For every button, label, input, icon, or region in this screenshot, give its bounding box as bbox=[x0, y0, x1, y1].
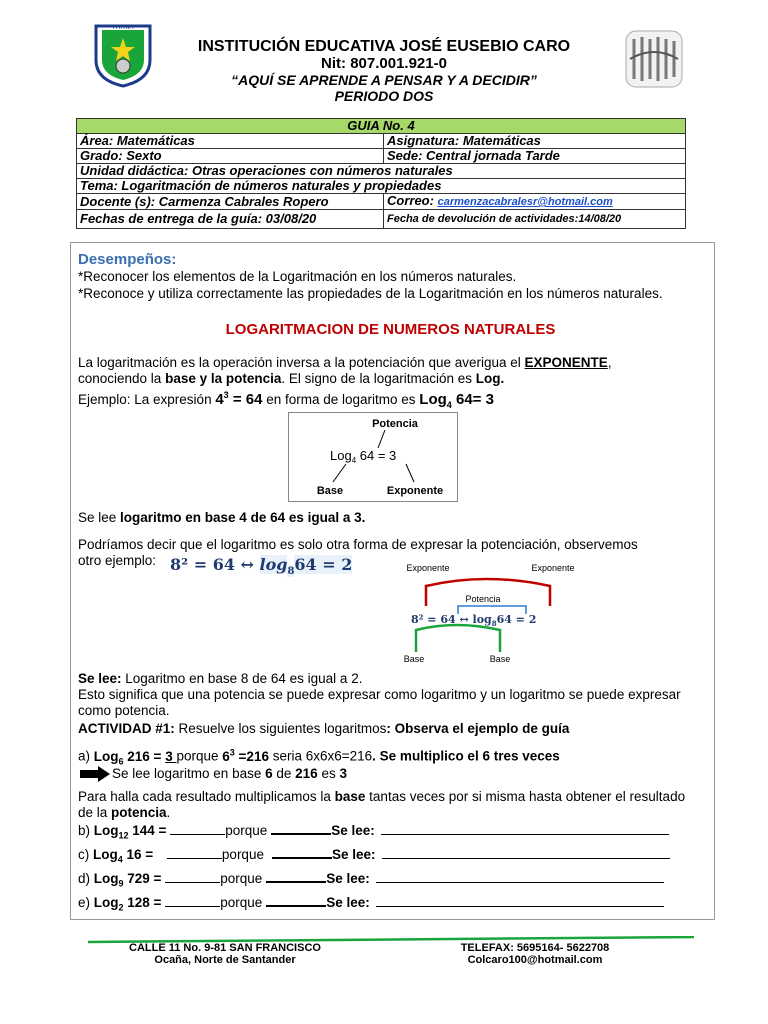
area: Área: Matemáticas bbox=[77, 134, 384, 149]
p4-text-1: Para halla cada resultado multiplicamos la bbox=[78, 789, 335, 804]
def-text-1: La logaritmación es la operación inversa a la potenciación que averigua el bbox=[78, 355, 525, 370]
exercise-num: 16 = bbox=[122, 847, 157, 862]
def-comma: , bbox=[607, 355, 612, 370]
exercise-label: e) bbox=[78, 895, 94, 910]
site: Sede: Central jornada Tarde bbox=[384, 149, 686, 164]
arrow-reading-text: Se lee logaritmo en base bbox=[112, 766, 266, 781]
desempenos-title: Desempeños: bbox=[78, 251, 177, 268]
reading-2 bbox=[78, 671, 703, 687]
desempeno-1: *Reconocer los elementos de la Logaritmación en los números naturales. bbox=[78, 269, 517, 284]
example-a-log: Log bbox=[93, 748, 119, 764]
def-base-potencia: base y la potencia bbox=[165, 371, 282, 386]
selee-label: Se lee: bbox=[326, 871, 370, 886]
reading-blank[interactable] bbox=[376, 894, 664, 907]
inline-equation bbox=[170, 555, 352, 577]
porque-label: porque bbox=[225, 823, 268, 838]
example-a-porque: porque bbox=[176, 748, 223, 764]
diagram2-eq-sub: 8 bbox=[491, 619, 497, 628]
footer-email: Colcaro100@hotmail.com bbox=[467, 954, 603, 966]
diagram2-green-arc bbox=[416, 625, 500, 652]
example-log-rest: 64= 3 bbox=[451, 391, 494, 408]
exercise-base: 4 bbox=[117, 854, 123, 865]
email-label: Correo: bbox=[387, 193, 434, 208]
exercise-log: Log bbox=[93, 871, 119, 886]
def-exponente: EXPONENTE bbox=[524, 355, 608, 370]
arrow-reading-num: 216 bbox=[295, 766, 318, 781]
selee-label: Se lee: bbox=[326, 895, 370, 910]
log-diagram bbox=[288, 412, 458, 502]
p4-text-2: tantas veces por si misma hasta obtener el resultado de la bbox=[78, 789, 686, 820]
school-name: INSTITUCIÓN EDUCATIVA JOSÉ EUSEBIO CARO bbox=[197, 38, 571, 55]
exercise-log: Log bbox=[93, 823, 119, 838]
exercise-num: 144 = bbox=[128, 823, 171, 838]
example-a-exp: 3 bbox=[229, 747, 235, 757]
diagram-log-base: 4 bbox=[351, 456, 357, 465]
def-log: Log. bbox=[475, 371, 505, 386]
right-arrow-icon bbox=[80, 766, 110, 782]
arrow-reading-es: es bbox=[317, 766, 340, 781]
arrow-reading-de: de bbox=[272, 766, 296, 781]
definition-paragraph bbox=[78, 355, 703, 387]
reason-blank[interactable] bbox=[266, 893, 326, 907]
guide-info-table bbox=[76, 118, 686, 229]
desempeno-2: *Reconoce y utiliza correctamente las propiedades de la Logaritmación en los números naturales. bbox=[78, 286, 663, 301]
paragraph-3: Esto significa que una potencia se puede expresar como logaritmo y un logaritmo se puede expresar como potencia. bbox=[78, 687, 681, 718]
example-a-rest: seria 6x6x6=216 bbox=[268, 748, 373, 764]
reading-1-prefix: Se lee bbox=[78, 510, 121, 525]
unit: Unidad didáctica: Otras operaciones con números naturales bbox=[77, 164, 686, 179]
exercise-c bbox=[78, 845, 703, 868]
diagram-log-rest: 64 = 3 bbox=[356, 448, 397, 463]
example-line bbox=[78, 387, 703, 413]
email-cell bbox=[384, 194, 686, 210]
example-text-2: en forma de logaritmo es bbox=[262, 392, 420, 407]
diagram2-eq-right: 64 = 2 bbox=[496, 613, 537, 626]
example-a-label: a) bbox=[78, 748, 94, 764]
period: PERIODO DOS bbox=[334, 88, 434, 104]
inline-eq-log: log bbox=[259, 555, 288, 574]
exercise-log: Log bbox=[93, 847, 118, 862]
subject: Asignatura: Matemáticas bbox=[384, 134, 686, 149]
arrow-reading bbox=[112, 766, 612, 782]
answer-blank[interactable] bbox=[170, 822, 225, 835]
example-a-power: 6 bbox=[222, 748, 230, 764]
example-a-eq: =216 bbox=[234, 748, 269, 764]
inline-eq-sub: 8 bbox=[287, 566, 295, 578]
section-title: LOGARITMACION DE NUMEROS NATURALES bbox=[225, 321, 556, 338]
activity-label: ACTIVIDAD #1: bbox=[78, 721, 175, 736]
paragraph-2: Podríamos decir que el logaritmo es solo otra forma de expresar la potenciación, observemos bbox=[78, 537, 638, 552]
footer-telefax: TELEFAX: 5695164- 5622708 bbox=[460, 942, 610, 954]
diagram-log-expression bbox=[330, 448, 396, 465]
diagram-base-label: Base bbox=[316, 485, 344, 497]
example-base: 4 bbox=[215, 391, 224, 408]
diagram2-exp-left: Exponente bbox=[406, 563, 450, 573]
exercise-label: c) bbox=[78, 847, 93, 862]
school-motto: “AQUÍ SE APRENDE A PENSAR Y A DECIDIR” bbox=[231, 72, 537, 88]
porque-label: porque bbox=[220, 871, 263, 886]
reason-blank[interactable] bbox=[271, 821, 331, 835]
example-result: = 64 bbox=[228, 391, 263, 408]
exercise-num: 729 = bbox=[123, 871, 166, 886]
diagram-log: Log bbox=[330, 448, 352, 463]
exercise-num: 128 = bbox=[123, 895, 166, 910]
exercise-e bbox=[78, 893, 703, 916]
exercise-d bbox=[78, 869, 703, 892]
arrow-reading-base: 6 bbox=[265, 766, 273, 781]
exercise-label: d) bbox=[78, 871, 94, 886]
exercise-base: 12 bbox=[118, 830, 129, 841]
example-log-base: 4 bbox=[446, 400, 452, 410]
arrow-reading-result: 3 bbox=[339, 766, 347, 781]
grade: Grado: Sexto bbox=[77, 149, 384, 164]
reading-1-text: logaritmo en base 4 de 64 es igual a 3. bbox=[120, 510, 366, 525]
paragraph-2b: otro ejemplo: bbox=[78, 553, 157, 568]
teacher: Docente (s): Carmenza Cabrales Ropero bbox=[77, 194, 384, 210]
p4-potencia: potencia bbox=[111, 805, 167, 820]
example-a-num: 216 = bbox=[123, 748, 166, 764]
example-log: Log bbox=[419, 391, 447, 408]
diagram-potencia-label: Potencia bbox=[372, 418, 418, 430]
exercise-base: 2 bbox=[118, 902, 124, 913]
potencia-log-diagram bbox=[386, 558, 616, 666]
porque-label: porque bbox=[220, 895, 263, 910]
answer-blank[interactable] bbox=[167, 846, 222, 859]
answer-blank[interactable] bbox=[165, 894, 220, 907]
footer-address-1: CALLE 11 No. 9-81 SAN FRANCISCO bbox=[129, 942, 321, 954]
exercise-b bbox=[78, 821, 703, 844]
diagram2-base-right: Base bbox=[489, 654, 511, 664]
selee-label: Se lee: bbox=[331, 847, 376, 862]
inline-eq-left: 8² = 64 ↔ bbox=[170, 555, 260, 574]
footer-address bbox=[100, 942, 350, 966]
reading-2-text: Logaritmo en base 8 de 64 es igual a 2. bbox=[121, 671, 363, 686]
diagram2-eq-left: 8² = 64 ↔ log bbox=[411, 613, 492, 626]
diagram-exponente-label: Exponente bbox=[386, 485, 444, 497]
reading-1 bbox=[78, 510, 703, 526]
email-link[interactable]: carmenzacabralesr@hotmail.com bbox=[437, 196, 613, 208]
school-nit: Nit: 807.001.921-0 bbox=[321, 55, 447, 72]
example-a-base: 6 bbox=[118, 756, 124, 767]
p4-period: . bbox=[166, 805, 171, 820]
exercise-label: b) bbox=[78, 823, 94, 838]
exercise-log: Log bbox=[93, 895, 119, 910]
def-text-2: conociendo la bbox=[78, 371, 166, 386]
reading-2-prefix: Se lee: bbox=[78, 671, 122, 686]
example-text: Ejemplo: La expresión bbox=[78, 392, 216, 407]
example-exp: 3 bbox=[223, 390, 229, 400]
footer-contact bbox=[420, 942, 650, 966]
reason-blank[interactable] bbox=[266, 869, 326, 883]
p4-base: base bbox=[334, 789, 366, 804]
reading-blank[interactable] bbox=[382, 846, 670, 859]
return-date: Fecha de devolución de actividades:14/08/20 bbox=[384, 210, 686, 229]
selee-label: Se lee: bbox=[331, 823, 375, 838]
paragraph-4 bbox=[78, 789, 703, 821]
guide-number: GUIA No. 4 bbox=[77, 119, 686, 134]
seal-text: PATRIA bbox=[112, 25, 134, 31]
example-a-rest2: . Se multiplico el 6 tres veces bbox=[372, 748, 560, 764]
diagram2-potencia: Potencia bbox=[465, 594, 501, 604]
def-text-3: . El signo de la logaritmación es bbox=[281, 371, 476, 386]
delivery-date: Fechas de entrega de la guía: 03/08/20 bbox=[77, 210, 384, 229]
answer-blank[interactable] bbox=[165, 870, 220, 883]
diagram2-exp-right: Exponente bbox=[531, 563, 575, 573]
activity-title bbox=[78, 721, 703, 737]
reading-blank[interactable] bbox=[381, 822, 669, 835]
activity-text-2: : Observa el ejemplo de guía bbox=[386, 721, 570, 736]
diagram2-base-left: Base bbox=[403, 654, 425, 664]
footer-address-2: Ocaña, Norte de Santander bbox=[154, 954, 296, 966]
porque-label: porque bbox=[221, 847, 264, 862]
exercise-base: 9 bbox=[118, 878, 124, 889]
reason-blank[interactable] bbox=[272, 845, 332, 859]
inline-eq-right: 64 = 2 bbox=[294, 555, 353, 574]
example-a-answer: 3 bbox=[165, 748, 177, 764]
topic: Tema: Logaritmación de números naturales y propiedades bbox=[77, 179, 686, 194]
reading-blank[interactable] bbox=[376, 870, 664, 883]
activity-text: Resuelve los siguientes logaritmos bbox=[174, 721, 387, 736]
